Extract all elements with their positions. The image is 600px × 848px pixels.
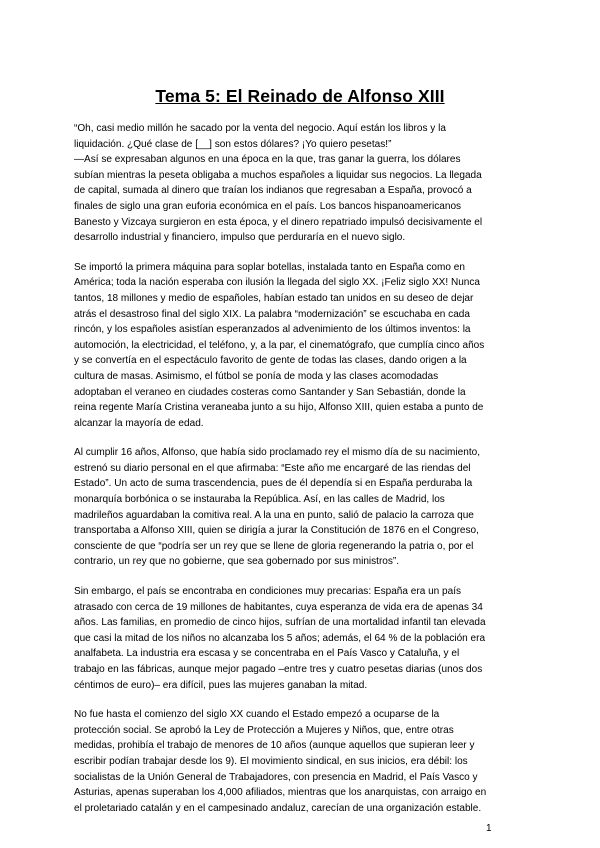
- text-line: liquidación. ¿Qué clase de [__] son estos dólares? ¡Yo quiero pesetas!”: [74, 138, 392, 150]
- text-line: finales de siglo una gran euforia económica en el país. Los bancos hispanoamericanos: [74, 200, 462, 212]
- text-line: trabajo en las fábricas, aunque mejor pagado –entre tres y cuatro pesetas diarias (unos dos: [74, 664, 483, 675]
- text-line: Banesto y Vizcaya surgieron en esta época, y el dinero repatriado impulsó decisivamente el: [74, 216, 483, 228]
- text-line: céntimos de euro)– era difícil, pues las mujeres ganaban la mitad.: [74, 679, 368, 691]
- document-title: Tema 5: El Reinado de Alfonso XIII: [155, 86, 445, 106]
- text-line: monarquía borbónica o se instauraba la República. Así, en las calles de Madrid, los: [74, 494, 445, 506]
- text-line: Se importó la primera máquina para soplar botellas, instalada tanto en España como en: [74, 261, 465, 273]
- text-line: protección social. Se aprobó la Ley de Protección a Mujeres y Niños, que, entre otras: [74, 724, 454, 736]
- text-line: estrenó su diario personal en el que afirmaba: “Este año me encargaré de las riendas del: [74, 462, 471, 474]
- paragraph-4: [74, 584, 528, 693]
- text-line: Asturias, apenas superaban los 4,000 afiliados, mientras que los anarquistas, con arraigo en: [74, 787, 487, 799]
- text-line: medidas, prohibía el trabajo de menores de 10 años (aunque aquellos que supieran leer y: [74, 740, 475, 752]
- text-line: contrario, un rey que no gobierne, que sea gobernado por sus ministros”.: [74, 556, 400, 568]
- text-line: años. Las familias, en promedio de cinco hijos, sufrían de una mortalidad infantil tan elevada: [74, 617, 486, 629]
- text-line: socialistas de la Unión General de Trabajadores, con presencia en Madrid, el País Vasco y: [74, 771, 478, 783]
- text-line: subían mientras la peseta obligaba a muchos españoles a liquidar sus negocios. La llegada: [74, 169, 482, 181]
- text-line: automoción, la electricidad, el teléfono, y, a la par, el cinematógrafo, que cumplía cinco años: [74, 339, 485, 351]
- text-line: el proletariado catalán y en el campesinado andaluz, carecían de una organización estable.: [74, 802, 482, 814]
- text-line: que casi la mitad de los niños no alcanzaba los 5 años; además, el 64 % de la población era: [74, 632, 486, 644]
- paragraph-2: [74, 260, 528, 432]
- text-line: cultura de masas. Asimismo, el fútbol se ponía de moda y las clases acomodadas: [74, 370, 439, 382]
- text-line: de capital, sumada al dinero que traían los indianos que regresaban a España, provocó a: [74, 185, 472, 197]
- text-line: adoptaban el veraneo en ciudades costeras como Santander y San Sebastián, donde la: [74, 386, 466, 398]
- text-line: alcanzar la mayoría de edad.: [74, 417, 204, 429]
- paragraph-3: [74, 445, 528, 570]
- text-line: atrasado con cerca de 19 millones de habitantes, cuya esperanza de vida era de apenas 34: [74, 601, 483, 613]
- text-line: analfabeta. La industria era escasa y se concentraba en el País Vasco y Cataluña, y el: [74, 648, 460, 660]
- text-line: “Oh, casi medio millón he sacado por la venta del negocio. Aquí están los libros y la: [74, 123, 446, 134]
- text-line: tantos, 18 millones y medio de españoles, habían estado tan unidos en su deseo de dejar: [74, 292, 474, 304]
- text-line: rincón, y los españoles asistían esperanzados al advenimiento de los últimos inventos: la: [74, 324, 471, 336]
- page-number: 1: [486, 823, 492, 834]
- text-line: Estado”. Un acto de suma trascendencia, pues de él dependía si en España perduraba la: [74, 478, 473, 490]
- text-line: Al cumplir 16 años, Alfonso, que había sido proclamado rey el mismo día de su nacimiento,: [74, 447, 481, 459]
- text-line: desarrollo industrial y financiero, impulso que perduraría en el nuevo siglo.: [74, 232, 406, 244]
- text-line: No fue hasta el comienzo del siglo XX cuando el Estado empezó a ocuparse de la: [74, 709, 440, 721]
- text-line: transportaba a Alfonso XIII, quien se dirigía a jurar la Constitución de 1876 en el Congreso,: [74, 525, 479, 537]
- document-body: [74, 121, 528, 830]
- text-line: y se convertía en el espectáculo favorito de gente de todas las clases, dando origen a la: [74, 355, 467, 367]
- text-line: América; toda la nación esperaba con ilusión la llegada del siglo XX. ¡Feliz siglo XX! Nunca: [74, 277, 481, 289]
- text-line: reina regente María Cristina veraneaba junto a su hijo, Alfonso XIII, quien estaba a punto de: [74, 402, 484, 414]
- text-line: consciente de que “podría ser un rey que se llene de gloria regenerando la patria o, por el: [74, 540, 474, 552]
- text-line: —Así se expresaban algunos en una época en la que, tras ganar la guerra, los dólares: [74, 154, 461, 166]
- text-line: escribir podían trabajar desde los 9). El movimiento sindical, en sus inicios, era débil: los: [74, 755, 468, 767]
- paragraph-5: [74, 707, 528, 816]
- paragraph-1: [74, 121, 528, 246]
- text-line: Sin embargo, el país se encontraba en condiciones muy precarias: España era un país: [74, 586, 462, 598]
- text-line: atrás el desastroso final del siglo XIX. La palabra “modernización” se escuchaba en cada: [74, 308, 470, 320]
- text-line: madrileños aguardaban la comitiva real. A la una en punto, salió de palacio la carroza que: [74, 509, 474, 521]
